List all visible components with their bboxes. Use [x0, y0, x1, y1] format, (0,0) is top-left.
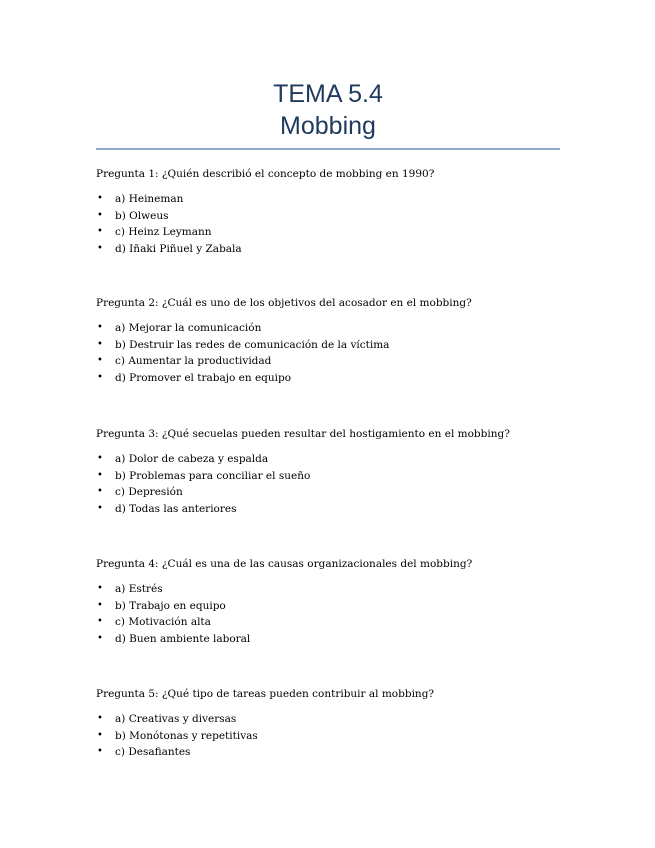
option-item — [96, 632, 566, 649]
options-list — [96, 712, 566, 762]
option-item — [96, 485, 566, 502]
bullet-icon: • — [97, 729, 103, 741]
bullet-icon: • — [97, 469, 103, 481]
option-item — [96, 225, 566, 242]
bullet-icon: • — [97, 746, 103, 758]
bullet-icon: • — [97, 226, 103, 238]
options-list — [96, 192, 566, 259]
option-item — [96, 209, 566, 226]
option-text: a) Creativas y diversas — [115, 713, 237, 725]
option-item — [96, 242, 566, 259]
bullet-icon: • — [97, 599, 103, 611]
option-item — [96, 729, 566, 746]
page-subtitle: Mobbing — [280, 112, 376, 140]
option-item — [96, 452, 566, 469]
option-item — [96, 712, 566, 729]
option-text: d) Iñaki Piñuel y Zabala — [115, 243, 242, 256]
bullet-icon: • — [97, 616, 103, 628]
title-block — [96, 78, 560, 142]
option-text: c) Aumentar la productividad — [115, 355, 272, 368]
option-text: c) Depresión — [115, 486, 183, 499]
bullet-icon: • — [97, 355, 103, 367]
option-text: a) Estrés — [115, 583, 163, 595]
options-list — [96, 321, 566, 388]
option-item — [96, 371, 566, 388]
question-2 — [96, 296, 566, 388]
bullet-icon: • — [97, 243, 103, 255]
bullet-icon: • — [97, 322, 103, 333]
question-text: Pregunta 4: ¿Cuál es una de las causas organizacionales del mobbing? — [96, 558, 473, 570]
option-text: c) Heinz Leymann — [115, 226, 212, 239]
options-list — [96, 452, 566, 519]
option-item — [96, 615, 566, 632]
options-list — [96, 582, 566, 649]
bullet-icon: • — [97, 713, 103, 724]
option-text: d) Buen ambiente laboral — [115, 633, 251, 646]
option-text: d) Todas las anteriores — [115, 503, 237, 516]
option-text: c) Motivación alta — [115, 616, 211, 629]
bullet-icon: • — [97, 193, 103, 204]
option-text: a) Dolor de cabeza y espalda — [115, 453, 269, 465]
page-title: TEMA 5.4 — [273, 80, 383, 108]
option-item — [96, 745, 566, 762]
question-text: Pregunta 5: ¿Qué tipo de tareas pueden contribuir al mobbing? — [96, 688, 435, 700]
bullet-icon: • — [97, 633, 103, 645]
option-item — [96, 599, 566, 616]
option-item — [96, 582, 566, 599]
bullet-icon: • — [97, 372, 103, 384]
bullet-icon: • — [97, 209, 103, 221]
option-text: b) Destruir las redes de comunicación de la víctima — [115, 338, 390, 351]
option-text: b) Trabajo en equipo — [115, 599, 226, 612]
option-item — [96, 502, 566, 519]
bullet-icon: • — [97, 486, 103, 498]
question-4 — [96, 557, 566, 649]
option-text: b) Problemas para conciliar el sueño — [115, 469, 311, 482]
bullet-icon: • — [97, 583, 103, 594]
option-item — [96, 321, 566, 338]
option-text: b) Monótonas y repetitivas — [115, 729, 258, 742]
title-divider — [96, 148, 560, 150]
question-text: Pregunta 2: ¿Cuál es uno de los objetivos del acosador en el mobbing? — [96, 297, 472, 309]
question-1 — [96, 167, 566, 259]
option-text: b) Olweus — [115, 209, 169, 222]
option-text: d) Promover el trabajo en equipo — [115, 372, 292, 385]
option-item — [96, 469, 566, 486]
question-5 — [96, 687, 566, 762]
bullet-icon: • — [97, 453, 103, 464]
bullet-icon: • — [97, 503, 103, 515]
question-text: Pregunta 1: ¿Quién describió el concepto de mobbing en 1990? — [96, 168, 435, 180]
question-text: Pregunta 3: ¿Qué secuelas pueden resultar del hostigamiento en el mobbing? — [96, 428, 510, 440]
bullet-icon: • — [97, 338, 103, 350]
option-item — [96, 192, 566, 209]
question-3 — [96, 427, 566, 519]
option-text: a) Heineman — [115, 193, 184, 205]
option-item — [96, 354, 566, 371]
option-item — [96, 338, 566, 355]
option-text: a) Mejorar la comunicación — [115, 322, 262, 334]
option-text: c) Desafiantes — [115, 746, 191, 759]
